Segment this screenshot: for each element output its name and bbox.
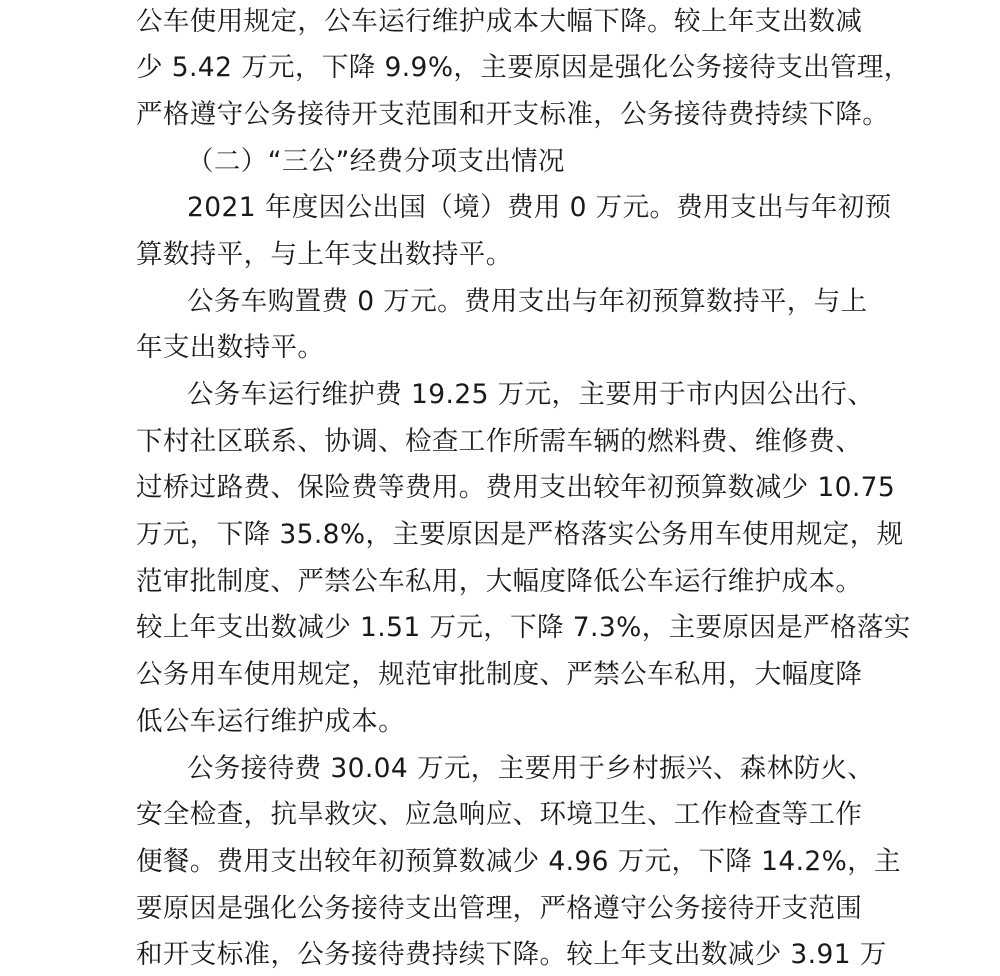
text-line: 低公车运行维护成本。: [136, 706, 405, 737]
text-line: 2021 年度因公出国（境）费用 0 万元。费用支出与年初预: [187, 192, 892, 223]
text-line: 公车使用规定，公车运行维护成本大幅下降。较上年支出数减: [136, 6, 863, 37]
text-line: 少 5.42 万元，下降 9.9%，主要原因是强化公务接待支出管理，: [136, 52, 911, 83]
text-line: 严格遵守公务接待开支范围和开支标准，公务接待费持续下降。: [136, 99, 890, 130]
text-line: 算数持平，与上年支出数持平。: [136, 239, 513, 270]
text-line: 和开支标准，公务接待费持续下降。较上年支出数减少 3.91 万: [136, 939, 887, 970]
section-heading: （二）“三公”经费分项支出情况: [187, 146, 565, 177]
text-line: 范审批制度、严禁公车私用，大幅度降低公车运行维护成本。: [136, 566, 863, 597]
text-line: 年支出数持平。: [136, 332, 325, 363]
text-line: 较上年支出数减少 1.51 万元，下降 7.3%，主要原因是严格落实: [136, 612, 911, 643]
text-line: 公务用车使用规定，规范审批制度、严禁公车私用，大幅度降: [136, 659, 863, 690]
text-line: 下村社区联系、协调、检查工作所需车辆的燃料费、维修费、: [136, 426, 863, 457]
text-line: 公务接待费 30.04 万元，主要用于乡村振兴、森林防火、: [187, 753, 875, 784]
text-line: 要原因是强化公务接待支出管理，严格遵守公务接待开支范围: [136, 893, 863, 924]
text-line: 便餐。费用支出较年初预算数减少 4.96 万元，下降 14.2%，主: [136, 846, 902, 877]
text-line: 安全检查，抗旱救灾、应急响应、环境卫生、工作检查等工作: [136, 799, 863, 830]
text-line: 过桥过路费、保险费等费用。费用支出较年初预算数减少 10.75: [136, 472, 896, 503]
text-line: 公务车运行维护费 19.25 万元，主要用于市内因公出行、: [187, 379, 875, 410]
text-line: 万元，下降 35.8%，主要原因是严格落实公务用车使用规定，规: [136, 519, 904, 550]
text-line: 公务车购置费 0 万元。费用支出与年初预算数持平，与上: [187, 286, 868, 317]
